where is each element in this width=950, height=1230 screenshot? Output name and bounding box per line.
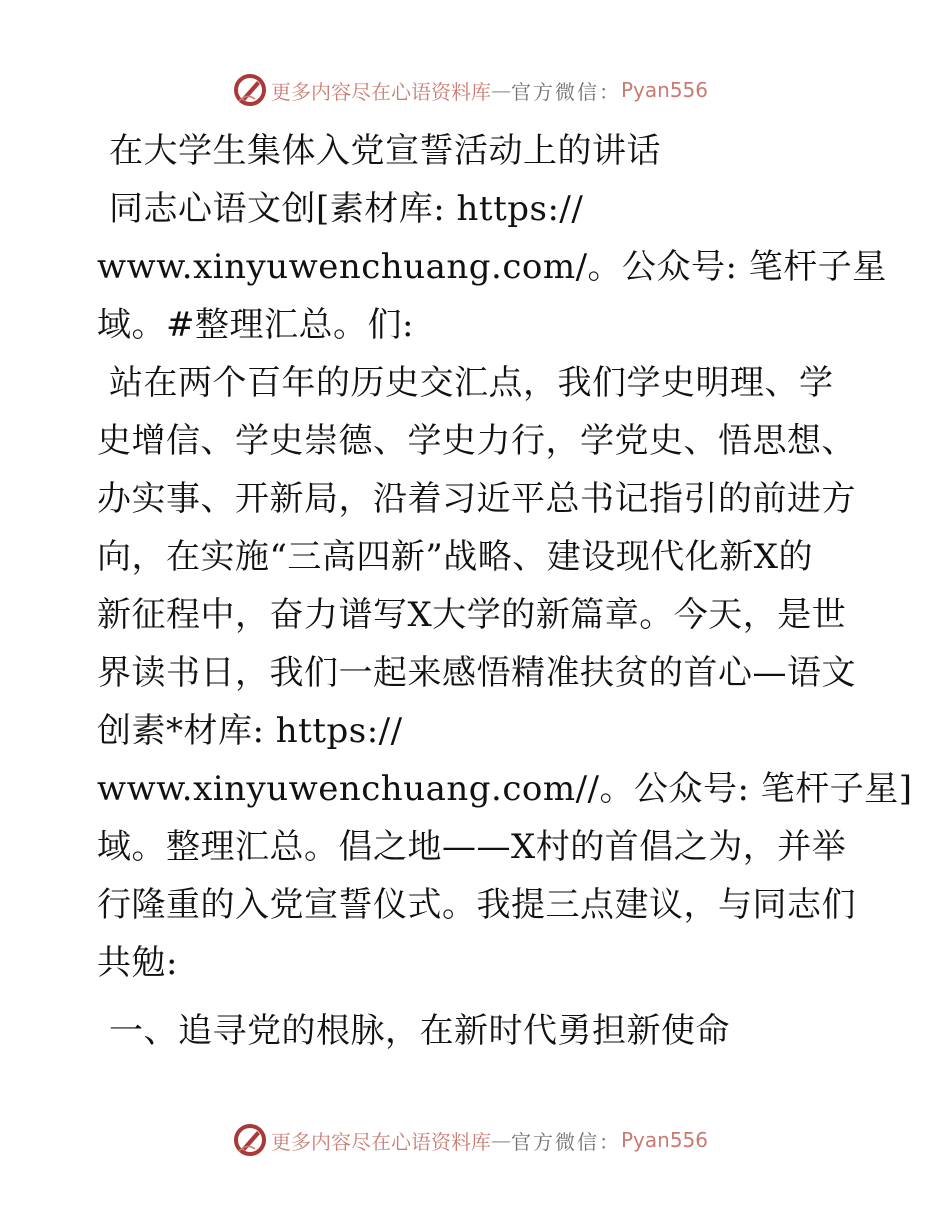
banner-dash: — bbox=[491, 78, 511, 102]
wechat-label: 官方微信： bbox=[511, 1129, 621, 1154]
body-line: 创素*材库: https:// bbox=[97, 711, 403, 751]
pen-logo-icon bbox=[233, 73, 267, 107]
body-line: 共勉: bbox=[97, 943, 178, 983]
wechat-label: 官方微信： bbox=[511, 79, 621, 104]
body-line: 界读书日，我们一起来感悟精准扶贫的首心—语文 bbox=[97, 653, 856, 693]
pen-logo-icon bbox=[233, 1123, 267, 1157]
footer-banner bbox=[233, 1122, 708, 1158]
banner-dash: — bbox=[491, 1128, 511, 1152]
body-line: 行隆重的入党宣誓仪式。我提三点建议，与同志们 bbox=[97, 885, 856, 925]
body-line: 域。整理汇总。倡之地——X村的首倡之为，并举 bbox=[97, 827, 847, 867]
header-banner bbox=[233, 72, 708, 108]
body-line: 史增信、学史崇德、学史力行，学党史、悟思想、 bbox=[97, 421, 856, 461]
body-line: 向，在实施“三高四新”战略、建设现代化新X的 bbox=[97, 537, 813, 577]
greeting-line: 域。#整理汇总。们: bbox=[97, 305, 414, 345]
promo-text: 更多内容尽在心语资料库 bbox=[271, 1129, 491, 1154]
body-line: www.xinyuwenchuang.com//。公众号: 笔杆子星] bbox=[97, 769, 913, 809]
document-body bbox=[97, 122, 913, 1060]
section-heading: 一、追寻党的根脉，在新时代勇担新使命 bbox=[109, 1011, 730, 1051]
wechat-id: Pyan556 bbox=[621, 1128, 709, 1152]
greeting-line: 同志心语文创[素材库: https:// bbox=[109, 189, 584, 229]
body-line: 办实事、开新局，沿着习近平总书记指引的前进方 bbox=[97, 479, 856, 519]
body-line: 新征程中，奋力谱写X大学的新篇章。今天，是世 bbox=[97, 595, 847, 635]
body-line: 站在两个百年的历史交汇点，我们学史明理、学 bbox=[109, 363, 834, 403]
greeting-line: www.xinyuwenchuang.com/。公众号: 笔杆子星 bbox=[97, 247, 887, 287]
wechat-id: Pyan556 bbox=[621, 78, 709, 102]
promo-text: 更多内容尽在心语资料库 bbox=[271, 79, 491, 104]
document-title: 在大学生集体入党宣誓活动上的讲话 bbox=[109, 131, 661, 171]
